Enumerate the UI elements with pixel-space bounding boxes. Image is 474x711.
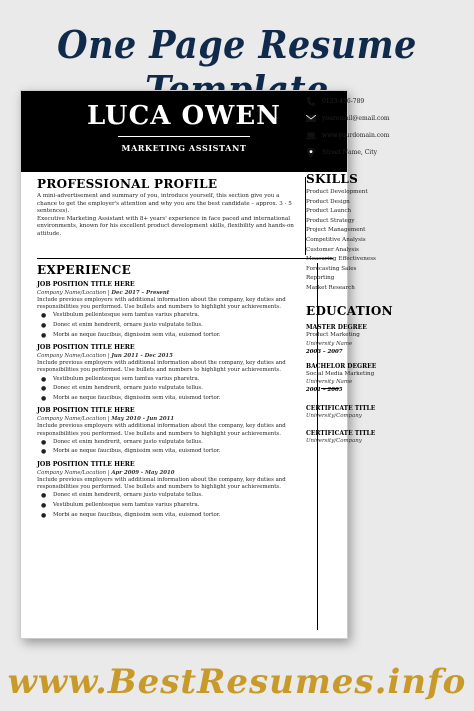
skill-item: Market Research	[306, 284, 355, 291]
skill-item: Customer Analysis	[306, 246, 359, 253]
resume-page	[20, 90, 348, 639]
bullet-icon: ●	[41, 394, 47, 402]
resume-name: LUCA OWEN	[87, 101, 281, 131]
bullet-text: Morbi ae neque faucibus, dignissim sem vita, euismod tortor.	[53, 448, 221, 455]
skill-item: Project Management	[306, 227, 366, 234]
job-title: JOB POSITION TITLE HERE	[37, 407, 135, 415]
job-bullet	[37, 375, 319, 385]
certificate-school: University/Company	[306, 413, 362, 420]
school-name: University Name	[306, 340, 353, 347]
job-company: Company Name/Location	[37, 469, 107, 476]
job-bullet	[37, 331, 319, 341]
job-meta: Company Name/Location | Apr 2009 - May 2010	[37, 469, 175, 476]
phone-icon	[306, 97, 316, 107]
job-dates: Jun 2011 - Dec 2015	[111, 353, 173, 360]
bullet-text: Donec et enim hendrerit, ornare justo vulputate tellus.	[53, 438, 203, 445]
skill-item: Product Strategy	[306, 217, 355, 224]
skill-item: Measuring Effectiveness	[306, 256, 376, 263]
degree-field: Product Marketing	[306, 332, 360, 338]
profile-text-2: Executive Marketing Assistant with 8+ years' experience in face paced and international environments, known for his excellent product development skills, flexibility and hands-on attitude.	[37, 215, 294, 237]
email-text: youremail@email.com	[322, 115, 390, 122]
job-entry	[37, 461, 319, 520]
bullet-icon: ●	[41, 375, 47, 383]
laptop-icon	[306, 131, 316, 141]
education-list	[306, 324, 421, 395]
job-bullet	[37, 321, 319, 331]
section-divider	[37, 258, 333, 259]
profile-section	[37, 177, 299, 255]
skill-item: Product Launch	[306, 208, 352, 215]
resume-role: MARKETING ASSISTANT	[121, 143, 247, 153]
contact-section	[306, 93, 421, 161]
certificate-title: CERTIFICATE TITLE	[306, 405, 376, 413]
bullet-text: Vestibulum pellentesque sem tamtus varius pharetra.	[53, 375, 200, 382]
job-list	[37, 281, 319, 520]
job-description: Include previous employers with additional information about the company, key duties and responsibilities you performed. Use bullets and numbers to highlight your achievements.	[37, 297, 286, 311]
skill-item: Forecasting Sales	[306, 265, 357, 272]
contact-web	[306, 127, 421, 144]
job-bullet	[37, 438, 319, 448]
bullet-icon: ●	[41, 501, 47, 509]
certificate-entry	[306, 405, 421, 420]
bullet-text: Donec et enim hendrerit, ornare justo vulputate tellus.	[53, 492, 203, 499]
job-bullet	[37, 394, 319, 404]
bullet-text: Morbi ae neque faucibus, dignissim sem vita, euismod tortor.	[53, 394, 221, 401]
job-dates: Apr 2009 - May 2010	[111, 469, 175, 476]
job-description: Include previous employers with additional information about the company, key duties and responsibilities you performed. Use bullets and numbers to highlight your achievements.	[37, 360, 286, 374]
degree-title: BACHELOR DEGREE	[306, 362, 377, 370]
job-dates: May 2010 - Jun 2011	[111, 416, 175, 423]
experience-title: EXPERIENCE	[37, 263, 132, 277]
skill-item: Product Development	[306, 189, 368, 195]
bullet-icon: ●	[41, 331, 47, 339]
job-dates: Dec 2017 – Present	[111, 290, 170, 296]
footer-url: www.BestResumes.info	[7, 662, 467, 702]
job-bullet	[37, 501, 319, 511]
job-meta: Company Name/Location | May 2010 - Jun 2011	[37, 416, 175, 423]
education-entry	[306, 363, 421, 396]
skill-item: Competitive Analysis	[306, 236, 366, 243]
job-meta: Company Name/Location | Dec 2017 – Present	[37, 290, 170, 296]
skills-list	[306, 188, 421, 294]
skill-item: Product Design	[306, 198, 350, 205]
bullet-text: Vestibulum pellentesque sem tamtus varius pharetra.	[53, 312, 200, 319]
job-title: JOB POSITION TITLE HERE	[37, 460, 135, 468]
phone-text: 0123-456-789	[322, 98, 365, 105]
job-title: JOB POSITION TITLE HERE	[37, 344, 135, 352]
certificate-entry	[306, 430, 421, 445]
job-entry	[37, 407, 319, 457]
job-entry	[37, 344, 319, 403]
certificate-school: University/Company	[306, 438, 362, 445]
contact-phone	[306, 93, 421, 110]
profile-text-1: A mini-advertisement and summary of you, introduce yourself, this section give you a chance to get the employer's attention and why you are the best candidate – approx. 3 - 5 sentences).	[37, 193, 292, 215]
email-icon	[306, 114, 316, 124]
bullet-icon: ●	[41, 492, 47, 500]
contact-email	[306, 110, 421, 127]
bullet-icon: ●	[41, 322, 47, 329]
bullet-icon: ●	[41, 448, 47, 456]
job-bullet	[37, 447, 319, 457]
degree-title: MASTER DEGREE	[306, 324, 367, 331]
education-entry	[306, 324, 421, 357]
job-company: Company Name/Location	[37, 353, 107, 360]
bullet-text: Morbi ae neque faucibus, dignissim sem vita, euismod tortor.	[53, 511, 221, 518]
education-title: EDUCATION	[306, 304, 393, 318]
skills-title: SKILLS	[306, 172, 359, 186]
address-text: Street Name, City	[322, 149, 378, 156]
contact-address	[306, 144, 421, 161]
experience-section	[37, 263, 319, 520]
job-title: JOB POSITION TITLE HERE	[37, 281, 135, 288]
bullet-text: Morbi ae neque faucibus, dignissim sem vita, euismod tortor.	[53, 331, 221, 338]
job-meta: Company Name/Location | Jun 2011 - Dec 2015	[37, 353, 173, 360]
bullet-text: Donec et enim hendrerit, ornare justo vulputate tellus.	[53, 385, 203, 392]
bullet-icon: ●	[41, 312, 47, 320]
resume-header	[21, 91, 347, 172]
certificate-list	[306, 405, 421, 445]
school-name: University Name	[306, 379, 353, 386]
degree-field: Social Media Marketing	[306, 370, 375, 377]
certificate-title: CERTIFICATE TITLE	[306, 430, 376, 438]
job-bullet	[37, 384, 319, 394]
skill-item: Reporting	[306, 275, 335, 282]
job-description: Include previous employers with additional information about the company, key duties and responsibilities you performed. Use bullets and numbers to highlight your achievements.	[37, 423, 286, 437]
map-pin-icon	[306, 148, 316, 158]
header-divider	[118, 136, 250, 137]
web-text: www.yourdomain.com	[322, 132, 390, 139]
bullet-text: Vestibulum pellentesque sem tamtus varius pharetra.	[53, 501, 200, 508]
job-bullet	[37, 491, 319, 501]
banner-title: One Page Resume	[57, 22, 417, 67]
job-bullet	[37, 311, 319, 321]
job-entry	[37, 281, 319, 340]
bullet-icon: ●	[41, 511, 47, 519]
job-bullet	[37, 511, 319, 521]
job-description: Include previous employers with additional information about the company, key duties and responsibilities you performed. Use bullets and numbers to highlight your achievements.	[37, 476, 286, 491]
bullet-icon: ●	[41, 385, 47, 393]
degree-years: 2003 – 2007	[306, 348, 343, 355]
degree-years: 2001 – 2005	[306, 387, 343, 394]
education-section	[306, 304, 421, 445]
bullet-icon: ●	[41, 438, 47, 446]
job-company: Company Name/Location	[37, 416, 107, 423]
profile-title: PROFESSIONAL PROFILE	[37, 177, 218, 191]
skills-section	[306, 172, 421, 294]
job-company: Company Name/Location	[37, 290, 107, 296]
bullet-text: Donec et enim hendrerit, ornare justo vulputate tellus.	[53, 322, 203, 328]
